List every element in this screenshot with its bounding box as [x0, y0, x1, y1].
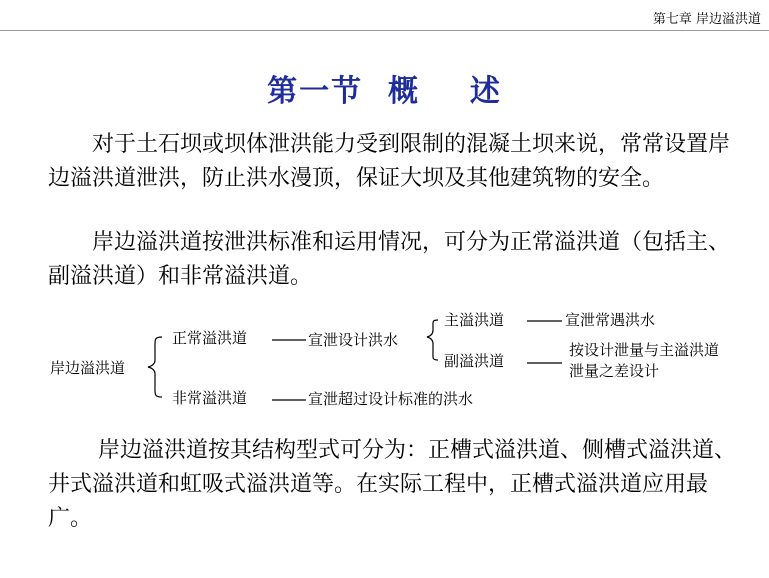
aux-spillway-node: 副溢洪道 [444, 352, 505, 370]
emergency-spillway-node: 非常溢洪道 [172, 389, 248, 407]
main-spillway-node: 主溢洪道 [444, 311, 505, 329]
classification-diagram [0, 300, 769, 420]
normal-spillway-node: 正常溢洪道 [172, 329, 248, 347]
aux-spillway-desc: 按设计泄量与主溢洪道泄量之差设计 [569, 341, 720, 380]
main-spillway-desc: 宣泄常遇洪水 [565, 311, 656, 329]
chapter-label: 第七章 岸边溢洪道 [652, 12, 761, 27]
normal-spillway-desc: 宣泄设计洪水 [308, 331, 399, 349]
root-brace [148, 337, 162, 397]
normal-brace [427, 320, 438, 360]
classification-paragraph: 岸边溢洪道按泄洪标准和运用情况，可分为正常溢洪道（包括主、副溢洪道）和非常溢洪道。 [48, 230, 731, 289]
section-title: 第一节 概 述 [267, 74, 502, 109]
header-divider [0, 30, 769, 31]
intro-paragraph: 对于土石坝或坝体泄洪能力受到限制的混凝土坝来说，常常设置岸边溢洪道泄洪，防止洪水漫顶，保证大坝及其他建筑物的安全。 [48, 132, 731, 191]
structure-paragraph: 岸边溢洪道按其结构型式可分为：正槽式溢洪道、侧槽式溢洪道、井式溢洪道和虹吸式溢洪道等。在实际工程中，正槽式溢洪道应用最广。 [48, 438, 737, 531]
root-node: 岸边溢洪道 [50, 359, 126, 377]
emergency-spillway-desc: 宣泄超过设计标准的洪水 [308, 390, 474, 408]
header-bar [0, 0, 769, 40]
